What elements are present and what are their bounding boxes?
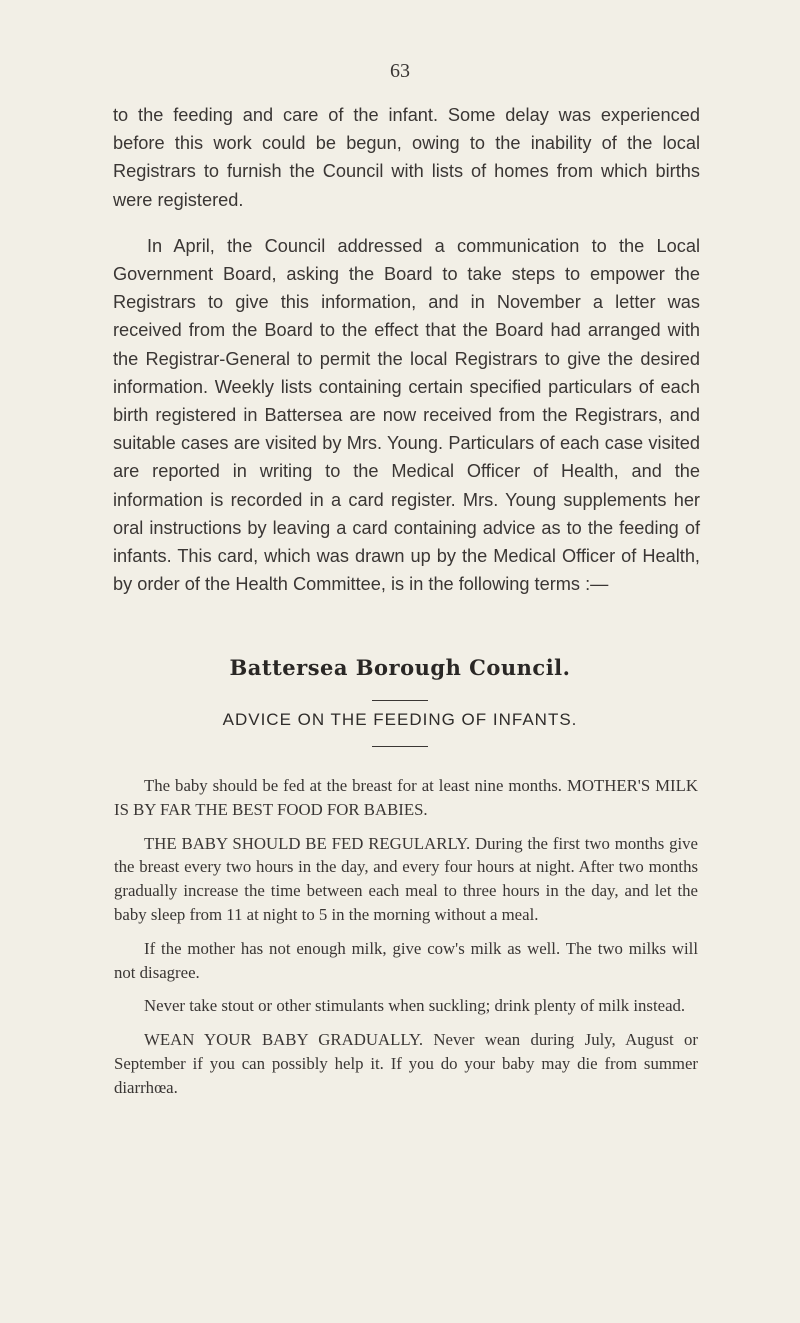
divider-rule	[372, 746, 428, 747]
advice-paragraph: Never take stout or other stimulants when suckling; drink plenty of milk instead.	[144, 996, 686, 1016]
advice-paragraph: If the mother has not enough milk, give cow's milk as well. The two milks will not disagree.	[114, 938, 698, 982]
advice-paragraph: THE BABY SHOULD BE FED REGULARLY. During the first two months give the breast every two hours in the day, and every four hours at night. After two months gradually increase the time between each meal to three hours in the day, and let the baby sleep from 11 at night to 5 in the morning without a meal.	[114, 833, 698, 924]
body-paragraph: In April, the Council addressed a communication to the Local Government Board, asking the Board to take steps to empower the Registrars to give this information, and in November a letter was received from the Board to the effect that the Board had arranged with the Registrar-General to permit the local Registrars to give the desired information. Weekly lists containing certain specified particulars of each birth registered in Battersea are now received from the Registrars, and suitable cases are visited by Mrs. Young. Particulars of each case visited are reported in writing to the Medical Officer of Health, and the information is recorded in a card register. Mrs. Young supplements her oral instructions by leaving a card containing advice as to the feeding of infants. This card, which was drawn up by the Medical Officer of Health, by order of the Health Committee, is in the following terms :—	[113, 235, 700, 595]
body-paragraph: to the feeding and care of the infant. Some delay was experienced before this work could be begun, owing to the inability of the local Registrars to furnish the Council with lists of homes from which births were registered.	[113, 105, 700, 210]
card-subheading: ADVICE ON THE FEEDING OF INFANTS.	[222, 710, 578, 729]
advice-paragraph: WEAN YOUR BABY GRADUALLY. Never wean during July, August or September if you can possibly help it. If you do your baby may die from summer diarrhœa.	[114, 1030, 698, 1097]
advice-paragraph: The baby should be fed at the breast for at least nine months. MOTHER'S MILK IS BY FAR THE BEST FOOD FOR BABIES.	[114, 776, 698, 819]
divider-rule	[372, 700, 428, 701]
card-heading: Battersea Borough Council.	[229, 655, 571, 680]
advice-text	[114, 774, 698, 1110]
page-number: 63	[390, 60, 410, 82]
body-text	[113, 101, 700, 598]
